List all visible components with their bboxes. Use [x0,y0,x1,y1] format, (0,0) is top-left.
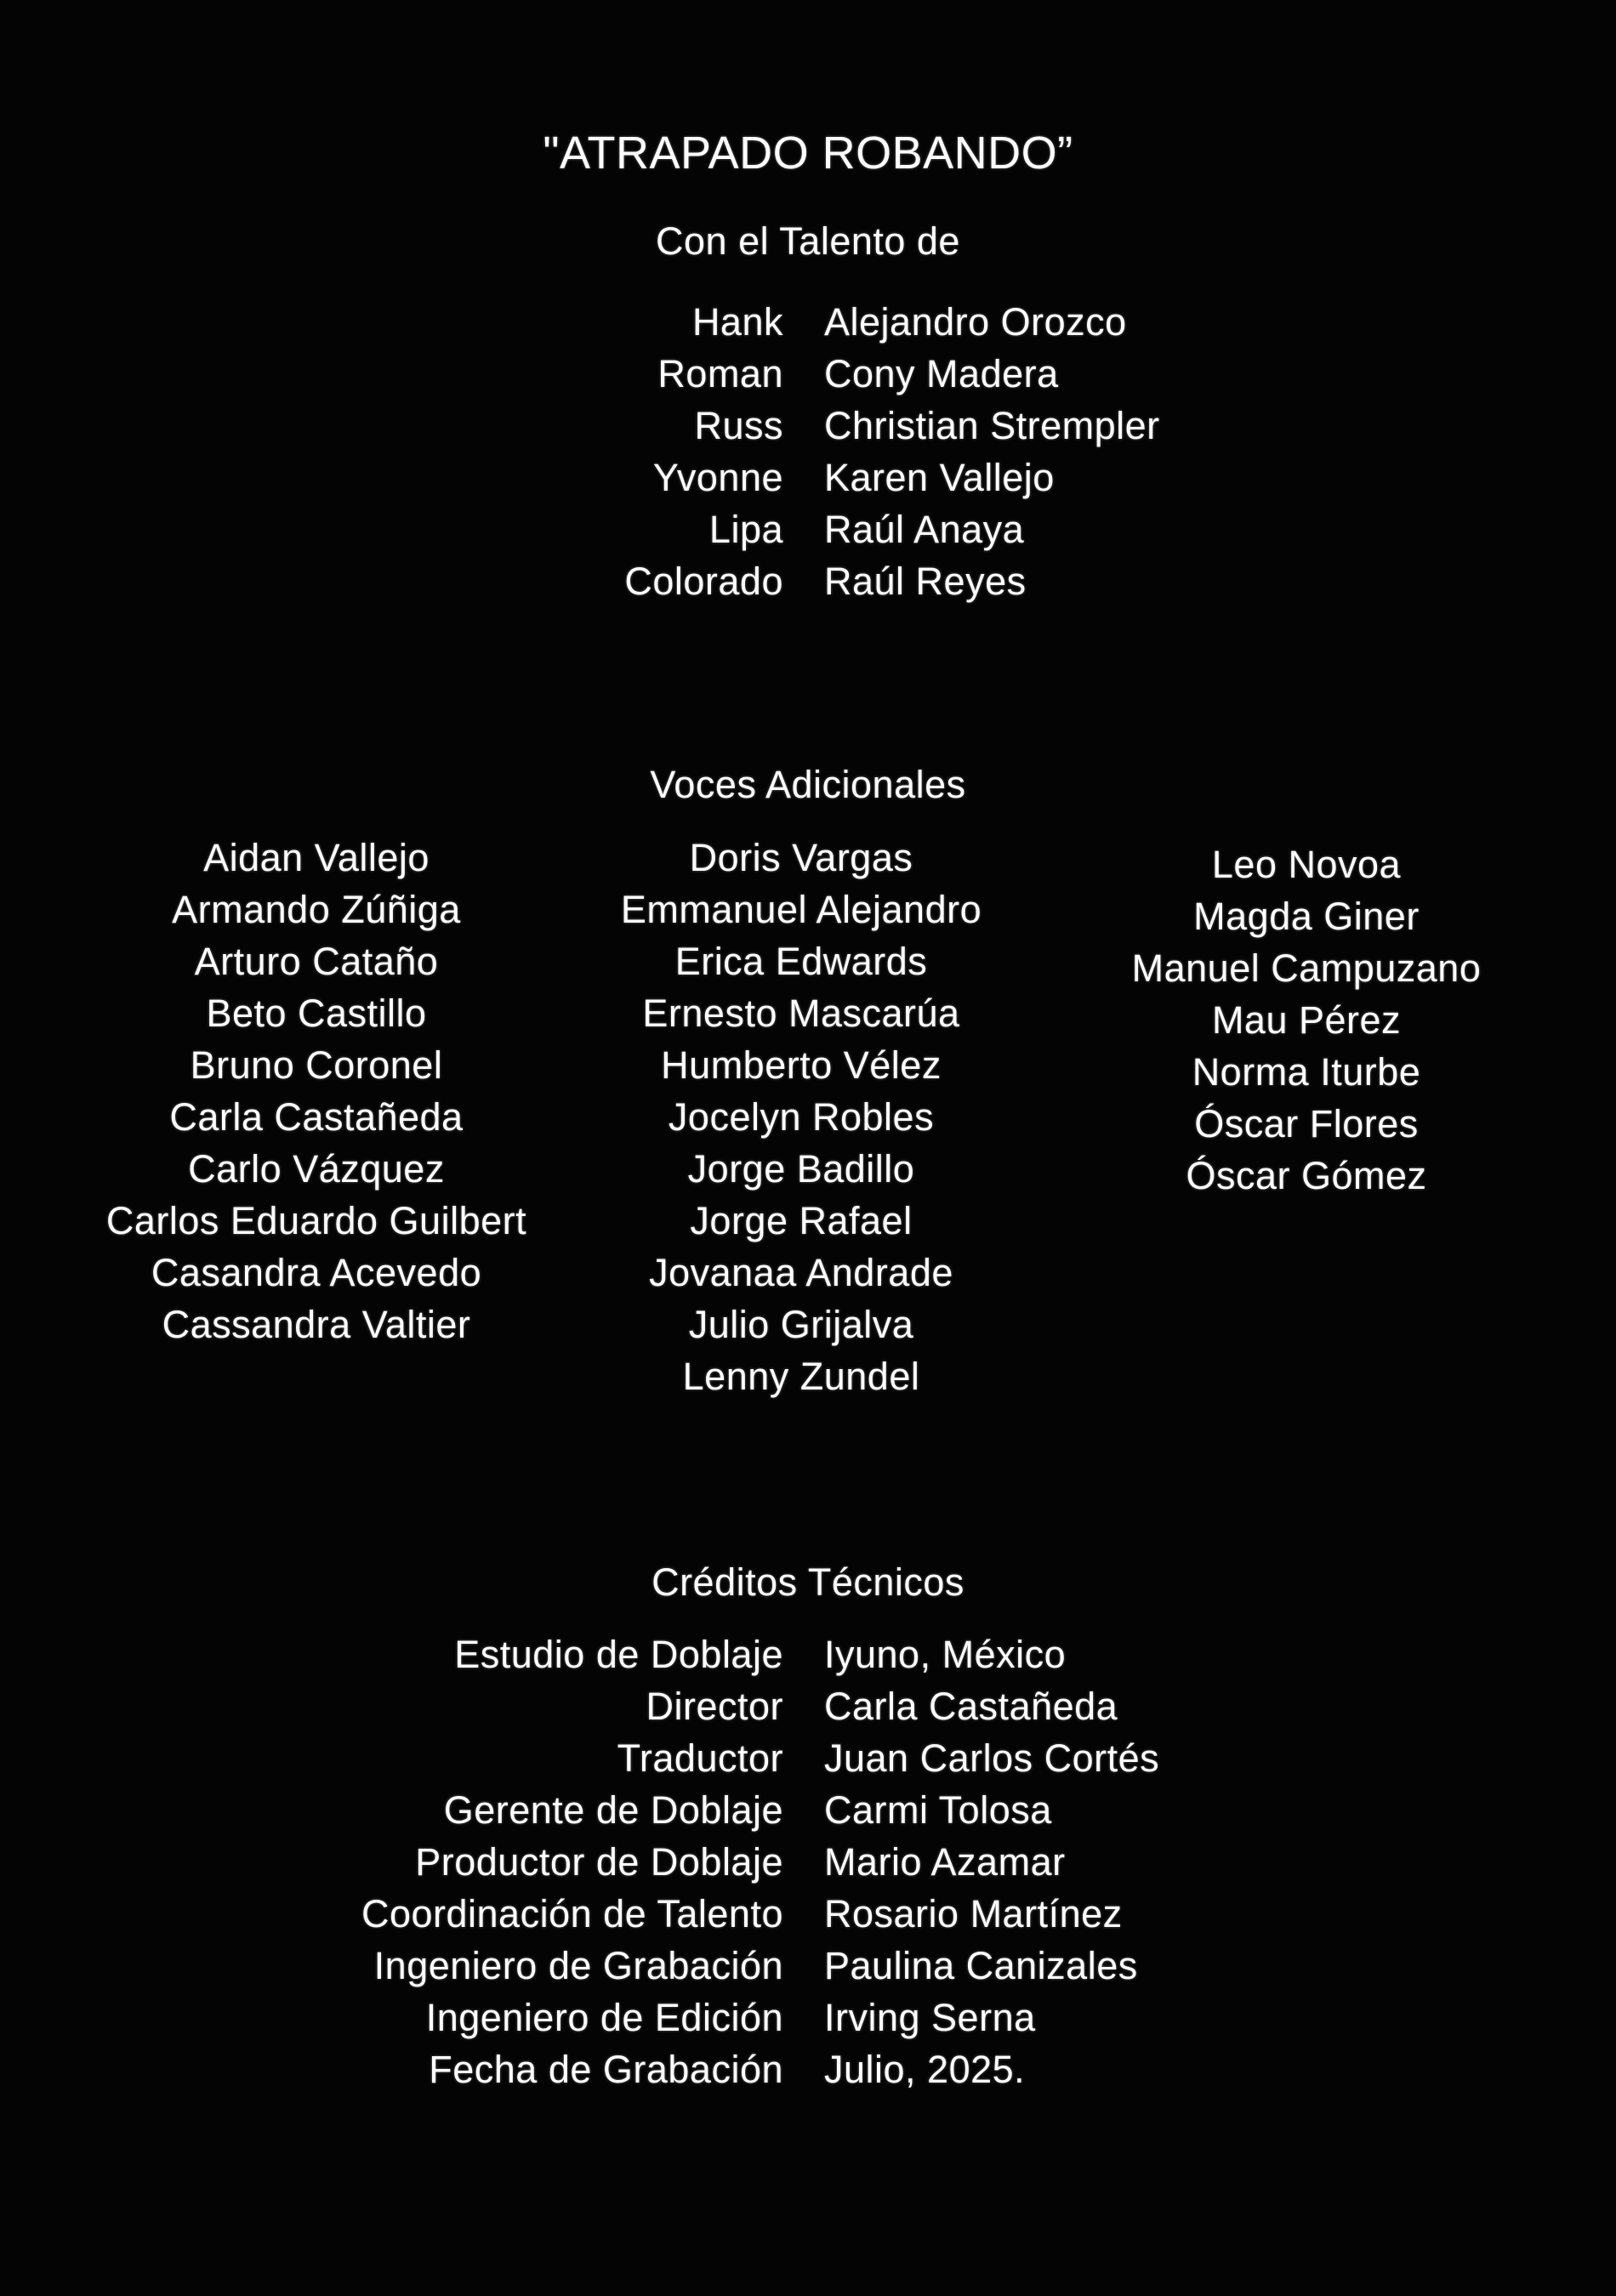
cast-character-name: Colorado [624,560,783,603]
voice-actor-name: Manuel Campuzano [1131,946,1482,990]
credit-role: Coordinación de Talento [361,1892,783,1935]
credit-person-name: Paulina Canizales [824,1944,1138,1987]
credit-person-name: Carla Castañeda [824,1685,1118,1728]
voice-actor-name: Beto Castillo [206,992,427,1035]
cast-actor-name: Karen Vallejo [824,456,1055,499]
credit-role: Gerente de Doblaje [443,1788,783,1832]
voice-actor-name: Emmanuel Alejandro [620,888,982,931]
credit-person-name: Rosario Martínez [824,1892,1123,1935]
voice-actor-name: Carlos Eduardo Guilbert [105,1199,527,1242]
page-title: "ATRAPADO ROBANDO” [543,128,1073,179]
voice-actor-name: Aidan Vallejo [203,836,430,879]
cast-actor-name: Cony Madera [824,352,1059,395]
voice-actor-name: Erica Edwards [674,940,928,983]
voice-actor-name: Casandra Acevedo [151,1251,482,1294]
credit-role: Traductor [617,1736,783,1780]
voice-actor-name: Cassandra Valtier [162,1303,471,1346]
voice-actor-name: Humberto Vélez [661,1043,942,1087]
voice-actor-name: Jorge Rafael [690,1199,913,1242]
voice-actor-name: Ernesto Mascarúa [642,992,960,1035]
voice-actor-name: Armando Zúñiga [172,888,461,931]
cast-list [0,296,1616,607]
credit-person-name: Carmi Tolosa [824,1788,1052,1832]
voice-actor-name: Jorge Badillo [687,1147,915,1191]
voice-actor-name: Julio Grijalva [688,1303,914,1346]
voice-actor-name: Lenny Zundel [682,1355,920,1398]
credit-person-name: Iyuno, México [824,1633,1067,1676]
credit-person-name: Julio, 2025. [824,2048,1026,2091]
credit-role: Fecha de Grabación [429,2048,783,2091]
voice-actor-name: Óscar Gómez [1186,1154,1427,1197]
voice-actor-name: Arturo Cataño [194,940,439,983]
cast-actor-name: Christian Strempler [824,404,1160,447]
additional-voices-heading: Voces Adicionales [650,763,966,806]
cast-character-name: Yvonne [652,456,783,499]
credit-person-name: Mario Azamar [824,1840,1066,1884]
voice-actor-name: Jovanaa Andrade [649,1251,953,1294]
voice-actor-name: Carlo Vázquez [188,1147,445,1191]
credit-role: Estudio de Doblaje [454,1633,783,1676]
voice-actor-name: Bruno Coronel [190,1043,443,1087]
voice-actor-name: Jocelyn Robles [668,1095,935,1139]
cast-actor-name: Raúl Anaya [824,508,1025,551]
voice-actor-name: Doris Vargas [689,836,913,879]
cast-character-name: Hank [691,300,783,344]
cast-actor-name: Raúl Reyes [824,560,1027,603]
cast-character-name: Roman [657,352,783,395]
voice-actor-name: Óscar Flores [1194,1102,1419,1145]
credit-role: Ingeniero de Edición [425,1996,783,2039]
cast-section-heading: Con el Talento de [656,219,960,263]
voice-actor-name: Norma Iturbe [1192,1050,1421,1094]
additional-voices-column-1 [106,832,526,1350]
credit-role: Ingeniero de Grabación [373,1944,783,1987]
voice-actor-name: Mau Pérez [1211,998,1402,1042]
credit-role: Director [646,1685,783,1728]
cast-actor-name: Alejandro Orozco [824,300,1127,344]
voice-actor-name: Magda Giner [1193,895,1420,938]
cast-character-name: Lipa [708,508,783,551]
technical-credits-heading: Créditos Técnicos [652,1560,964,1604]
voice-actor-name: Carla Castañeda [169,1095,464,1139]
credit-person-name: Juan Carlos Cortés [824,1736,1160,1780]
technical-credits-list [0,1628,1616,2095]
credit-role: Productor de Doblaje [415,1840,783,1884]
credit-person-name: Irving Serna [824,1996,1036,2039]
voice-actor-name: Leo Novoa [1211,843,1402,886]
cast-character-name: Russ [694,404,783,447]
additional-voices-column-3 [1132,838,1482,1202]
additional-voices-column-2 [621,832,982,1402]
